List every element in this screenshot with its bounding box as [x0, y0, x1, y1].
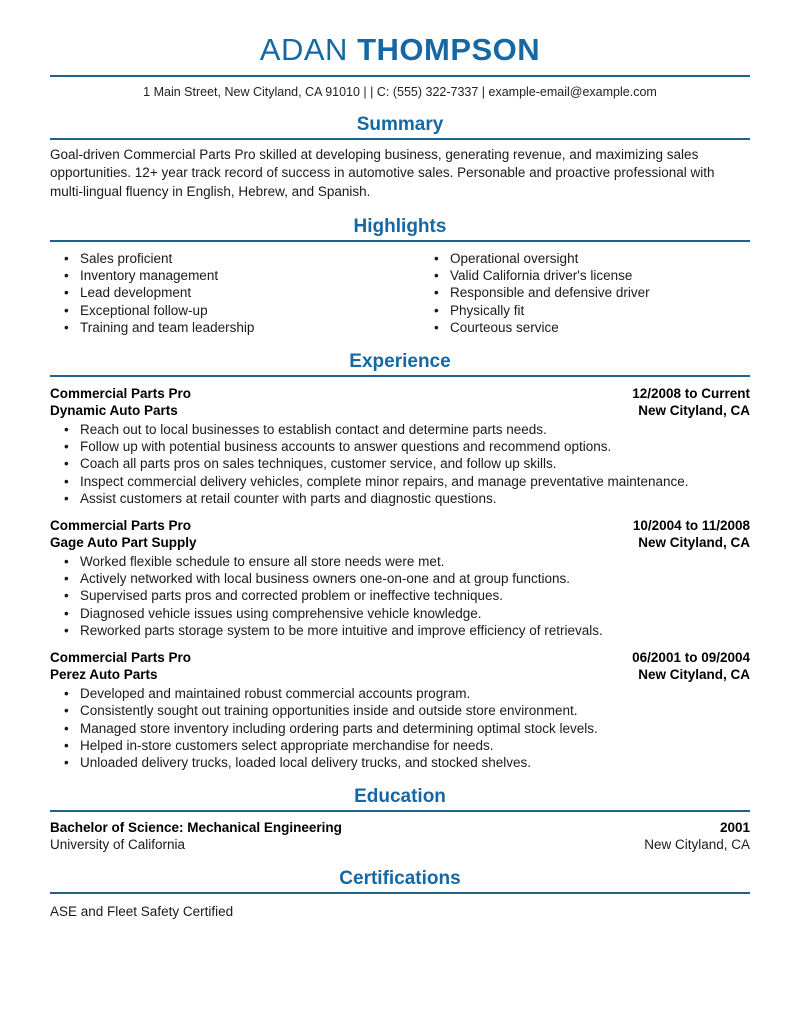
job-entry: [50, 385, 750, 507]
job-bullet: • Assist customers at retail counter with parts and diagnostic questions.: [50, 490, 750, 507]
job-location: New Cityland, CA: [638, 667, 750, 683]
summary-title: Summary: [356, 113, 444, 135]
job-bullet: • Follow up with potential business accounts to answer questions and recommend options.: [50, 438, 750, 455]
job-bullet: • Diagnosed vehicle issues using comprehensive vehicle knowledge.: [50, 605, 750, 622]
education-school-row: [50, 836, 750, 853]
job-company-row: [50, 534, 750, 551]
job-dates: 12/2008 to Current: [632, 386, 750, 402]
job-entry: [50, 649, 750, 771]
job-bullet: • Worked flexible schedule to ensure all store needs were met.: [50, 553, 750, 570]
job-company: Gage Auto Part Supply: [50, 535, 197, 551]
highlight-item: • Operational oversight: [420, 250, 750, 267]
summary-section-heading: [50, 114, 750, 140]
job-bullet: • Managed store inventory including ordering parts and determining optimal stock levels.: [50, 720, 750, 737]
candidate-name: [50, 34, 750, 67]
job-bullets: [50, 421, 750, 507]
highlight-item: • Exceptional follow-up: [50, 302, 420, 319]
job-title: Commercial Parts Pro: [50, 650, 192, 666]
education-section-heading: [50, 786, 750, 812]
job-bullet: • Supervised parts pros and corrected problem or ineffective techniques.: [50, 587, 750, 604]
contact-line: 1 Main Street, New Cityland, CA 91010 | | C: (555) 322-7337 | example-email@example.com: [143, 84, 657, 99]
job-dates: 06/2001 to 09/2004: [632, 650, 750, 666]
job-title: Commercial Parts Pro: [50, 386, 192, 402]
education-school: University of California: [50, 837, 186, 853]
job-entry: [50, 517, 750, 639]
job-company-row: [50, 666, 750, 683]
candidate-last-name: THOMPSON: [357, 32, 541, 67]
job-title-row: [50, 385, 750, 402]
header-divider: [50, 75, 750, 77]
job-bullet: • Unloaded delivery trucks, loaded local delivery trucks, and stocked shelves.: [50, 754, 750, 771]
certification-text: ASE and Fleet Safety Certified: [50, 904, 234, 920]
highlights-title: Highlights: [353, 216, 447, 238]
education-location: New Cityland, CA: [644, 837, 750, 853]
job-title-row: [50, 649, 750, 666]
education-entry: [50, 819, 750, 853]
summary-text: Goal-driven Commercial Parts Pro skilled at developing business, generating revenue, and maximizing sales opportunities. 12+ year track record of success in automotive sales. Personable and proactive professional with multi-lingual fluency in English, Hebrew, and Spanish.: [50, 146, 715, 199]
job-bullet: • Reach out to local businesses to establish contact and determine parts needs.: [50, 421, 750, 438]
job-location: New Cityland, CA: [638, 535, 750, 551]
education-degree: Bachelor of Science: Mechanical Engineering: [50, 820, 342, 836]
job-bullet: • Coach all parts pros on sales techniques, customer service, and follow up skills.: [50, 455, 750, 472]
job-title: Commercial Parts Pro: [50, 518, 192, 534]
job-bullets: [50, 553, 750, 639]
candidate-first-name: ADAN: [259, 32, 348, 67]
job-bullet: • Reworked parts storage system to be more intuitive and improve efficiency of retrievals.: [50, 622, 750, 639]
highlights-section-heading: [50, 216, 750, 242]
education-year: 2001: [719, 820, 750, 836]
job-company-row: [50, 402, 750, 419]
highlights-right-column: [420, 250, 750, 336]
certifications-title: Certifications: [339, 868, 461, 890]
job-bullet: • Helped in-store customers select appropriate merchandise for needs.: [50, 737, 750, 754]
certifications-section-heading: [50, 868, 750, 894]
highlight-item: • Valid California driver's license: [420, 267, 750, 284]
highlight-item: • Training and team leadership: [50, 319, 420, 336]
highlight-item: • Lead development: [50, 284, 420, 301]
job-bullet: • Actively networked with local business owners one-on-one and at group functions.: [50, 570, 750, 587]
job-company: Dynamic Auto Parts: [50, 403, 178, 419]
job-bullet: • Consistently sought out training opportunities inside and outside store environment.: [50, 702, 750, 719]
job-bullets: [50, 685, 750, 771]
experience-section-heading: [50, 351, 750, 377]
job-bullet: • Inspect commercial delivery vehicles, complete minor repairs, and manage preventative maintenance.: [50, 473, 750, 490]
job-dates: 10/2004 to 11/2008: [632, 518, 750, 534]
experience-title: Experience: [349, 351, 451, 373]
highlights-left-column: [50, 250, 420, 336]
job-company: Perez Auto Parts: [50, 667, 158, 683]
education-degree-row: [50, 819, 750, 836]
highlight-item: • Inventory management: [50, 267, 420, 284]
job-bullet: • Developed and maintained robust commercial accounts program.: [50, 685, 750, 702]
highlight-item: • Responsible and defensive driver: [420, 284, 750, 301]
job-title-row: [50, 517, 750, 534]
job-location: New Cityland, CA: [638, 403, 750, 419]
highlight-item: • Courteous service: [420, 319, 750, 336]
highlights-columns: [50, 250, 750, 336]
education-title: Education: [354, 786, 446, 808]
highlight-item: • Sales proficient: [50, 250, 420, 267]
highlight-item: • Physically fit: [420, 302, 750, 319]
